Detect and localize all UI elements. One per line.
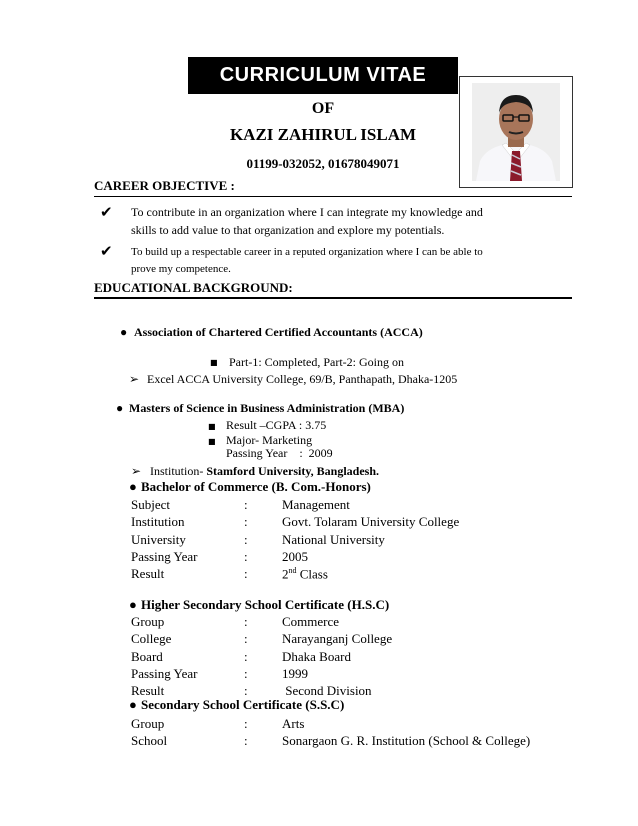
candidate-name: KAZI ZAHIRUL ISLAM <box>229 125 417 144</box>
bullet-dot-icon: ● <box>129 479 137 494</box>
education-divider <box>94 297 572 299</box>
bcom-title: Bachelor of Commerce (B. Com.-Honors) <box>141 479 371 494</box>
detail-label: Passing Year <box>131 665 198 681</box>
education-heading: EDUCATIONAL BACKGROUND: <box>94 280 293 295</box>
detail-colon: : <box>244 733 248 749</box>
detail-value-text: Management <box>282 497 350 512</box>
of-label: OF <box>311 100 335 117</box>
arrow-bullet-icon: ➢ <box>131 464 142 478</box>
detail-colon: : <box>244 514 248 530</box>
detail-colon: : <box>244 631 248 647</box>
mba-major: Major- Marketing <box>226 433 313 447</box>
detail-label: College <box>131 631 172 647</box>
detail-value <box>282 631 392 647</box>
detail-value-text: Second Division <box>282 683 372 699</box>
detail-value <box>282 614 339 630</box>
detail-colon: : <box>244 683 248 699</box>
detail-colon: : <box>244 648 248 664</box>
phone-numbers: 01199-032052, 01678049071 <box>246 156 400 171</box>
result-tail: Class <box>296 566 328 582</box>
bullet-dot-icon: ● <box>129 697 137 712</box>
square-bullet-icon: ■ <box>208 422 216 431</box>
detail-label: Result <box>131 683 165 699</box>
detail-value-text: Arts <box>282 716 305 731</box>
detail-label: Subject <box>131 497 170 512</box>
detail-label: Result <box>131 566 165 582</box>
detail-colon: : <box>244 716 248 731</box>
detail-value <box>282 716 304 732</box>
detail-value <box>282 497 350 513</box>
objective-divider <box>94 196 572 197</box>
square-bullet-icon: ■ <box>210 358 218 367</box>
detail-value-text: 2 <box>282 566 289 582</box>
detail-value-text: Sonargaon G. R. Institution (School & College) <box>282 733 531 749</box>
detail-label: School <box>131 733 168 749</box>
detail-value <box>282 733 530 749</box>
square-bullet-icon: ■ <box>208 437 216 446</box>
detail-colon: : <box>244 548 248 564</box>
detail-value <box>282 566 328 582</box>
checkmark-icon: ✔ <box>100 203 113 221</box>
objective-bullet-2-line-1: To build up a respectable career in a reputed organization where I can be able to <box>131 246 483 258</box>
detail-value <box>282 549 308 565</box>
result-superscript: nd <box>288 566 297 576</box>
detail-colon: : <box>244 497 248 512</box>
objective-bullet-1-line-1: To contribute in an organization where I can integrate my knowledge and <box>131 205 483 219</box>
profile-photo-frame <box>459 76 573 188</box>
detail-label: Group <box>131 614 165 629</box>
detail-value-text: 1999 <box>282 665 308 681</box>
cv-title-banner: CURRICULUM VITAE <box>188 57 458 94</box>
detail-label: Passing Year <box>131 548 198 564</box>
detail-label: Institution <box>131 514 185 530</box>
bullet-dot-icon: ● <box>120 325 128 339</box>
detail-value-text: National University <box>282 531 385 547</box>
ssc-title: Secondary School Certificate (S.S.C) <box>141 697 345 712</box>
detail-value-text: Dhaka Board <box>282 648 351 664</box>
mba-institution <box>150 464 379 479</box>
mba-result: Result –CGPA : 3.75 <box>226 418 327 432</box>
arrow-bullet-icon: ➢ <box>129 372 140 386</box>
detail-value-text: Govt. Tolaram University College <box>282 514 460 530</box>
checkmark-icon: ✔ <box>100 242 113 260</box>
acca-part-status: Part-1: Completed, Part-2: Going on <box>229 355 404 369</box>
detail-label: University <box>131 531 186 547</box>
mba-passing-year: Passing Year : 2009 <box>226 446 333 460</box>
profile-photo <box>472 83 560 181</box>
bullet-dot-icon: ● <box>116 401 124 415</box>
career-objective-heading: CAREER OBJECTIVE : <box>94 178 235 193</box>
detail-value <box>282 649 351 665</box>
detail-colon: : <box>244 614 248 629</box>
hsc-title: Higher Secondary School Certificate (H.S.C) <box>141 597 390 612</box>
detail-value <box>282 532 385 548</box>
detail-value-text: Narayanganj College <box>282 631 393 647</box>
objective-bullet-1-line-2: skills to add value to that organization and explore my potentials. <box>131 223 445 237</box>
detail-label: Board <box>131 648 163 664</box>
bullet-dot-icon: ● <box>129 597 137 612</box>
objective-bullet-2-line-2: prove my competence. <box>131 263 231 275</box>
mba-institution-name: Stamford University, Bangladesh. <box>206 464 380 478</box>
mba-title: Masters of Science in Business Administration (MBA) <box>129 401 405 415</box>
detail-label: Group <box>131 716 165 731</box>
detail-value-text: Commerce <box>282 614 340 629</box>
detail-colon: : <box>244 531 248 547</box>
detail-value-text: 2005 <box>282 548 308 564</box>
acca-title: Association of Chartered Certified Accountants (ACCA) <box>134 325 423 339</box>
detail-value <box>282 666 308 682</box>
detail-colon: : <box>244 566 248 582</box>
mba-institution-label: Institution- <box>150 464 204 478</box>
detail-value <box>282 514 459 530</box>
detail-colon: : <box>244 665 248 681</box>
acca-college: Excel ACCA University College, 69/B, Panthapath, Dhaka-1205 <box>147 372 458 386</box>
